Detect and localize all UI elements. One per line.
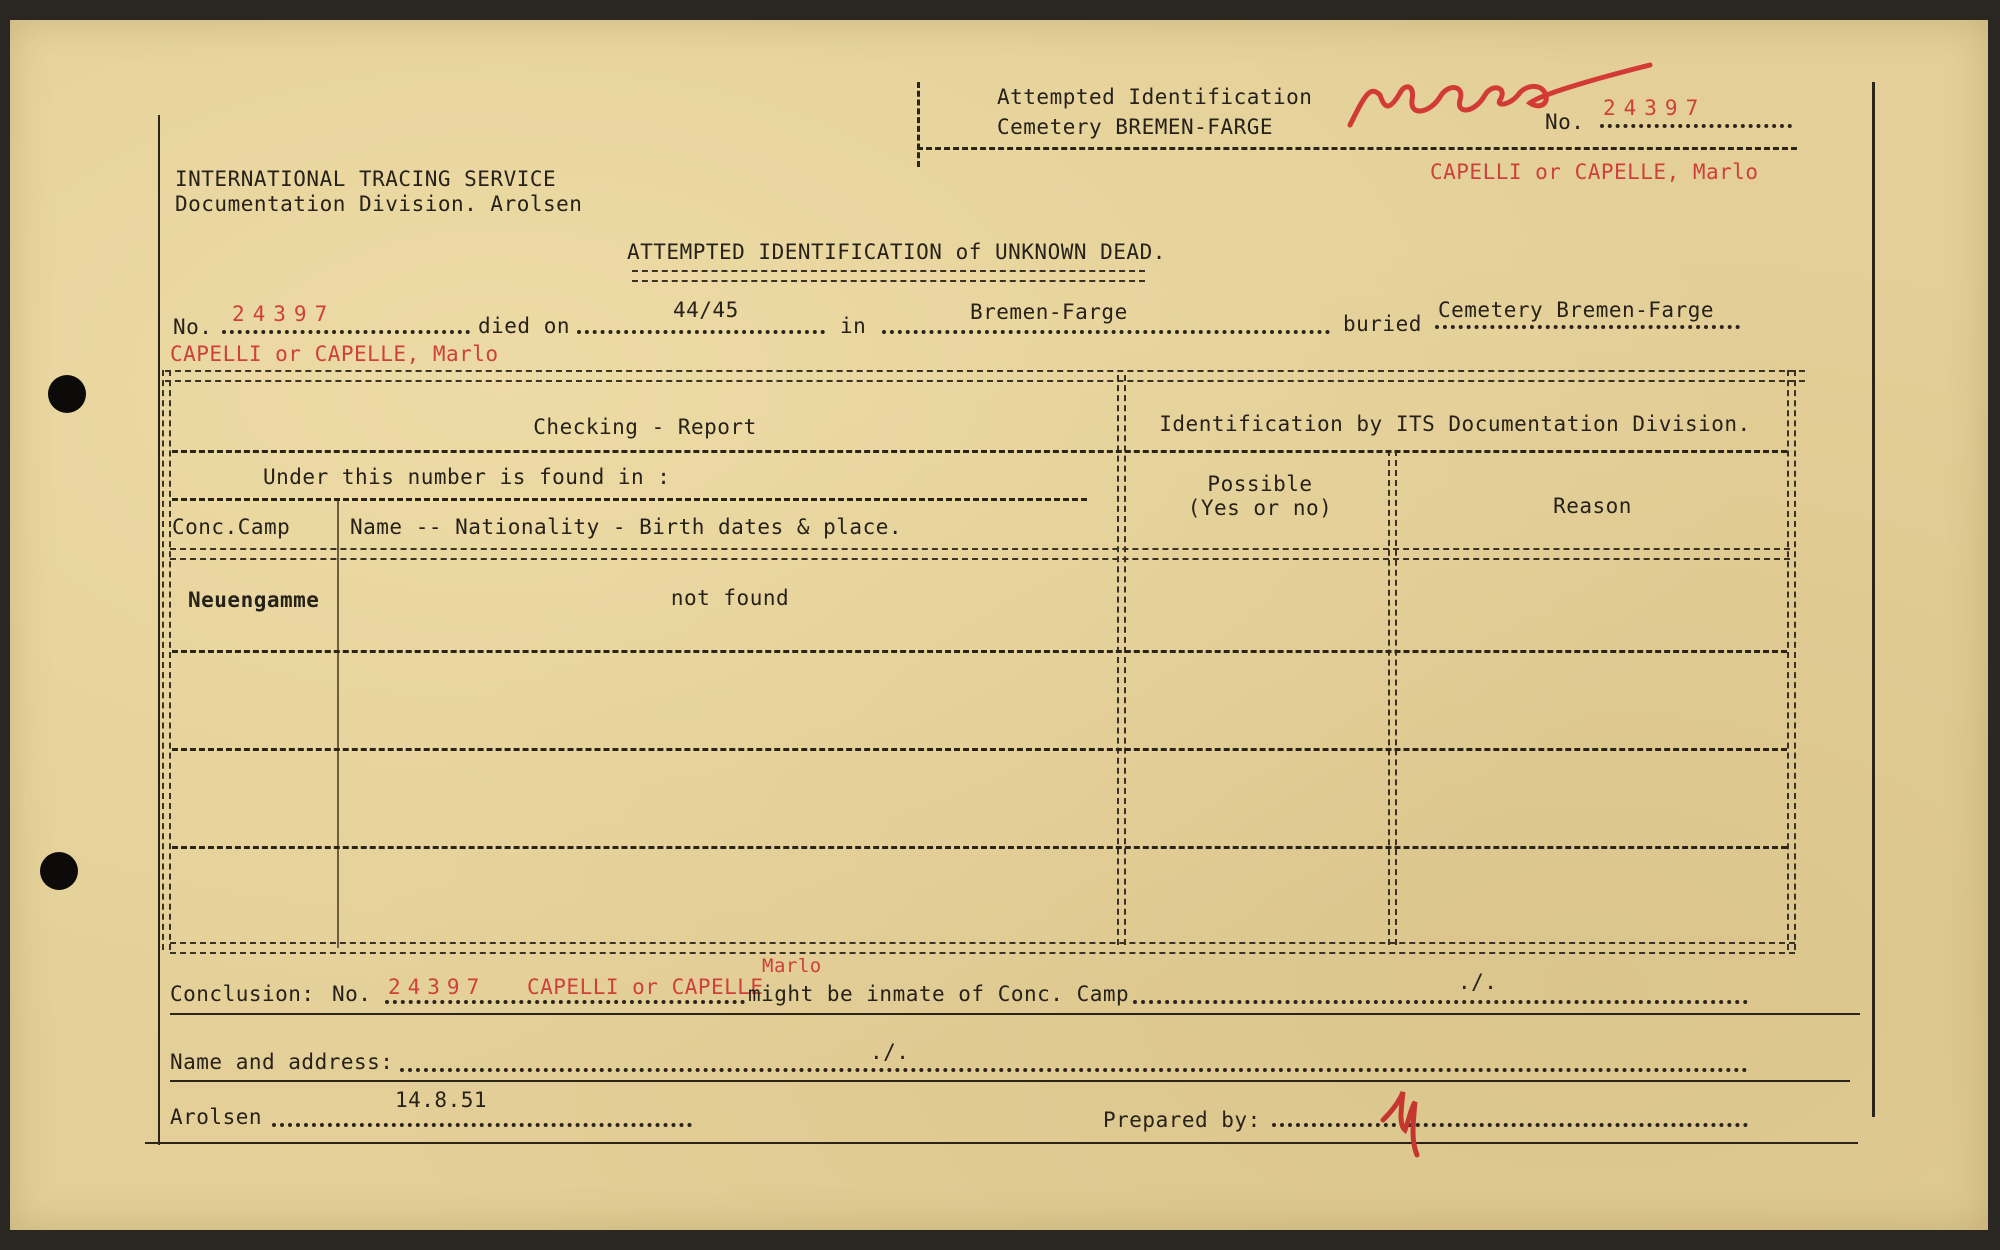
conclusion-label: Conclusion: (170, 982, 315, 1006)
table-bottom-border (170, 942, 1795, 954)
conclusion-value: ./. (1458, 970, 1498, 994)
record-buried-value: Cemetery Bremen-Farge (1438, 298, 1715, 322)
handwritten-none-annotation (1340, 55, 1660, 135)
row-name: not found (670, 586, 790, 610)
row-divider-1 (172, 650, 1787, 653)
record-in-label: in (840, 314, 867, 338)
conclusion-dots (1133, 1000, 1748, 1004)
record-name: CAPELLI or CAPELLE, Marlo (170, 342, 499, 366)
document-card (10, 20, 1988, 1230)
header-box-name: CAPELLI or CAPELLE, Marlo (1430, 160, 1759, 184)
org-line1: INTERNATIONAL TRACING SERVICE (175, 167, 557, 191)
table-column-header-bottom (170, 548, 1790, 560)
header-box-no-label: No. (1545, 110, 1585, 134)
document-title: ATTEMPTED IDENTIFICATION of UNKNOWN DEAD. (627, 240, 1166, 264)
header-box-line1: Attempted Identification (997, 85, 1313, 109)
signature-mark (1375, 1080, 1445, 1160)
table-main-divider (1117, 375, 1126, 945)
org-line2: Documentation Division. Arolsen (175, 192, 583, 216)
bottom-border (145, 1142, 1858, 1144)
name-address-rule (170, 1080, 1850, 1082)
left-border (158, 115, 160, 1145)
record-buried-dots (1435, 325, 1740, 329)
col-header-name: Name -- Nationality - Birth dates & place. (350, 515, 903, 539)
punch-hole-top (48, 375, 86, 413)
footer-prepared-label: Prepared by: (1103, 1108, 1261, 1132)
conclusion-no-label: No. (332, 982, 372, 1006)
conclusion-name: CAPELLI or CAPELLE (527, 975, 764, 999)
conclusion-name-added: Marlo (762, 955, 822, 977)
record-died-on-label: died on (478, 314, 571, 338)
col-header-possible-2: (Yes or no) (1187, 496, 1333, 520)
row-camp: Neuengamme (188, 588, 320, 612)
conclusion-no-dots (385, 1000, 745, 1004)
conclusion-text: might be inmate of Conc. Camp (748, 982, 1130, 1006)
table-reason-divider (1388, 450, 1397, 945)
row-divider-2 (172, 748, 1787, 751)
record-in-value: Bremen-Farge (970, 300, 1128, 324)
title-double-underline (632, 270, 1145, 282)
col-header-camp: Conc.Camp (172, 515, 291, 539)
table-right-border (1787, 370, 1796, 950)
right-border (1872, 82, 1875, 1117)
record-died-on-dots (577, 330, 825, 334)
footer-place-label: Arolsen (170, 1105, 263, 1129)
footer-date: 14.8.51 (395, 1088, 488, 1112)
name-address-value: ./. (870, 1040, 910, 1064)
table-camp-divider (337, 498, 339, 948)
table-subheader-underline (172, 498, 1087, 501)
record-in-dots (882, 330, 1330, 334)
header-box-line2: Cemetery BREMEN-FARGE (997, 115, 1274, 139)
name-address-label: Name and address: (170, 1050, 394, 1074)
col-header-possible-1: Possible (1207, 472, 1313, 496)
col-header-reason: Reason (1553, 494, 1632, 518)
table-left-border (162, 370, 171, 950)
header-box-left-edge (917, 82, 920, 167)
table-header-underline (172, 450, 1787, 453)
record-died-on-value: 44/45 (673, 298, 739, 322)
header-box-no-value: 24397 (1603, 96, 1707, 120)
table-top-border (165, 370, 1805, 382)
record-buried-label: buried (1343, 312, 1422, 336)
table-right-header: Identification by ITS Documentation Division. (1159, 412, 1751, 436)
punch-hole-bottom (40, 852, 78, 890)
record-no-dots (222, 330, 470, 334)
header-box-bottom-edge (917, 147, 1797, 150)
footer-prepared-dots (1272, 1123, 1748, 1127)
name-address-dots (400, 1068, 1748, 1072)
row-divider-3 (172, 846, 1787, 849)
table-left-header: Checking - Report (533, 415, 757, 439)
conclusion-rule (170, 1013, 1860, 1015)
record-no-value: 24397 (232, 302, 336, 326)
table-subheader: Under this number is found in : (263, 465, 671, 489)
record-no-label: No. (173, 315, 213, 339)
footer-date-dots (272, 1123, 692, 1127)
conclusion-no-value: 24397 (388, 975, 487, 999)
